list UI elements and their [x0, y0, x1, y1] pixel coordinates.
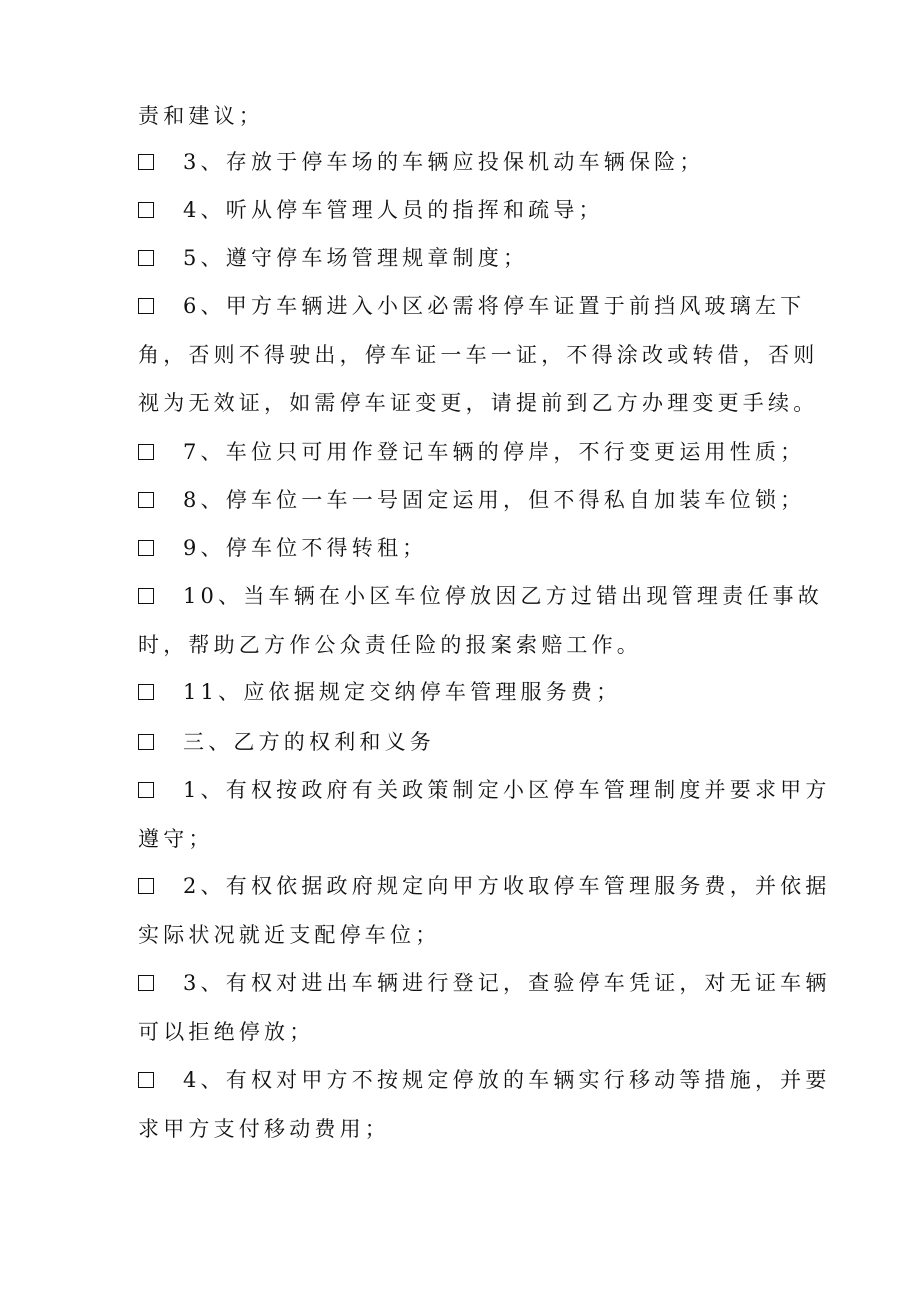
text-line: 3、存放于停车场的车辆应投保机动车辆保险；: [183, 150, 705, 174]
list-item-b1: [138, 766, 831, 863]
text-line: 视为无效证，如需停车证变更，请提前到乙方办理变更手续。: [138, 391, 819, 416]
text-line: 2、有权依据政府规定向甲方收取停车管理服务费，并依据: [183, 874, 831, 898]
text-line: 遵守；: [138, 826, 214, 851]
checkbox-icon[interactable]: [138, 444, 154, 460]
text-line: 10、当车辆在小区车位停放因乙方过错出现管理责任事故: [183, 584, 823, 608]
list-item-8: [138, 476, 806, 525]
text-line: 4、有权对甲方不按规定停放的车辆实行移动等措施，并要: [183, 1068, 831, 1092]
text-line: 可以拒绝停放；: [138, 1019, 315, 1044]
checkbox-icon[interactable]: [138, 540, 154, 556]
text-line: 求甲方支付移动费用；: [138, 1116, 390, 1141]
text-line: 5、遵守停车场管理规章制度；: [183, 246, 529, 270]
list-item-3: [138, 138, 783, 187]
text-line: 6、甲方车辆进入小区必需将停车证置于前挡风玻璃左下: [183, 294, 806, 318]
list-item-b3: [138, 959, 831, 1056]
list-item-b4: [138, 1056, 831, 1153]
text-line: 4、听从停车管理人员的指挥和疏导；: [183, 198, 604, 222]
list-item-5: [138, 234, 783, 283]
text-line: 时，帮助乙方作公众责任险的报案索赔工作。: [138, 632, 642, 657]
checkbox-icon[interactable]: [138, 734, 154, 750]
text-line: 角，否则不得驶出，停车证一车一证，不得涂改或转借，否则: [138, 342, 819, 367]
list-item-b2: [138, 862, 831, 959]
checkbox-icon[interactable]: [138, 975, 154, 991]
list-item-6: [138, 282, 819, 428]
checkbox-icon[interactable]: [138, 782, 154, 798]
list-item-7: [138, 428, 806, 477]
paragraph-continuation: [138, 92, 783, 141]
list-item-10: [138, 572, 823, 669]
checkbox-icon[interactable]: [138, 154, 154, 170]
text-line: 1、有权按政府有关政策制定小区停车管理制度并要求甲方: [183, 778, 831, 802]
text-line: 7、车位只可用作登记车辆的停岸，不行变更运用性质；: [183, 440, 806, 464]
checkbox-icon[interactable]: [138, 684, 154, 700]
checkbox-icon[interactable]: [138, 588, 154, 604]
list-item-11: [138, 668, 783, 717]
text-line: 三、乙方的权利和义务: [183, 730, 435, 754]
text-line: 9、停车位不得转租；: [183, 536, 428, 560]
list-item-4: [138, 186, 783, 235]
text-line: 11、应依据规定交纳停车管理服务费；: [183, 680, 622, 704]
text-line: 3、有权对进出车辆进行登记，查验停车凭证，对无证车辆: [183, 971, 831, 995]
checkbox-icon[interactable]: [138, 250, 154, 266]
list-item-9: [138, 524, 783, 573]
section-heading: [138, 718, 783, 767]
checkbox-icon[interactable]: [138, 878, 154, 894]
checkbox-icon[interactable]: [138, 492, 154, 508]
text-line: 8、停车位一车一号固定运用，但不得私自加装车位锁；: [183, 488, 806, 512]
text-line: 责和建议；: [138, 104, 264, 128]
checkbox-icon[interactable]: [138, 1072, 154, 1088]
checkbox-icon[interactable]: [138, 298, 154, 314]
checkbox-icon[interactable]: [138, 202, 154, 218]
text-line: 实际状况就近支配停车位；: [138, 922, 441, 947]
